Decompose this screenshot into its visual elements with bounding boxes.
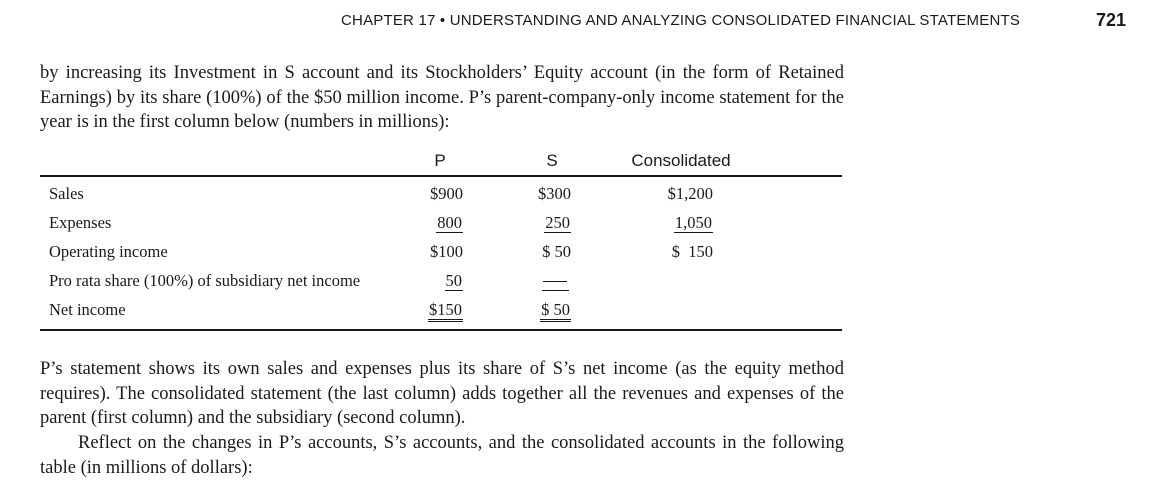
table-row-sales	[40, 184, 842, 214]
row-label: Pro rata share (100%) of subsidiary net income	[49, 271, 361, 290]
cell-s: $ 50	[540, 300, 571, 322]
cell-s: $ 50	[542, 242, 571, 261]
column-header-p: P	[434, 151, 446, 170]
table-top-rule	[40, 175, 842, 177]
cell-p: $100	[430, 242, 463, 261]
row-label: Operating income	[49, 242, 168, 261]
cell-p: 50	[445, 271, 462, 290]
intro-paragraph: by increasing its Investment in S account and its Stockholders’ Equity account (in the form of Retained Earnings) by its share (100%) of the $50 million income. P’s parent-company-only income statement for the year is in the first column below (numbers in millions):	[40, 63, 844, 132]
cell-consolidated: $1,200	[667, 184, 713, 203]
table-row-expenses	[40, 213, 842, 243]
row-label: Expenses	[49, 213, 112, 232]
cell-s: 250	[545, 213, 570, 232]
cell-p: 800	[437, 213, 462, 232]
reflect-paragraph: Reflect on the changes in P’s accounts, S’s accounts, and the consolidated accounts in the following table (in millions of dollars):	[40, 433, 844, 478]
cell-consolidated: 1,050	[674, 213, 712, 232]
income-statement-table	[40, 148, 842, 333]
table-row-net-income	[40, 300, 842, 330]
cell-consolidated: $ 150	[671, 242, 713, 261]
cell-p: $900	[430, 184, 463, 203]
chapter-title: CHAPTER 17 • UNDERSTANDING AND ANALYZING CONSOLIDATED FINANCIAL STATEMENTS	[341, 12, 1021, 29]
row-label: Net income	[49, 300, 126, 319]
em-dash-nil-value	[543, 281, 567, 282]
row-label: Sales	[49, 184, 84, 203]
table-row-pro-rata-share	[40, 271, 842, 301]
cell-p: $150	[428, 300, 463, 322]
cell-s: $300	[538, 184, 571, 203]
page-number: 721	[1096, 10, 1127, 30]
table-row-operating-income	[40, 242, 842, 272]
column-header-consolidated: Consolidated	[631, 151, 731, 170]
explanation-paragraph: P’s statement shows its own sales and expenses plus its share of S’s net income (as the equity method requires). The consolidated statement (the last column) adds together all the revenues and expenses of the parent (first column) and the subsidiary (second column).	[40, 359, 844, 428]
table-bottom-rule	[40, 329, 842, 331]
column-header-s: S	[546, 151, 558, 170]
cell-underline	[542, 290, 569, 291]
